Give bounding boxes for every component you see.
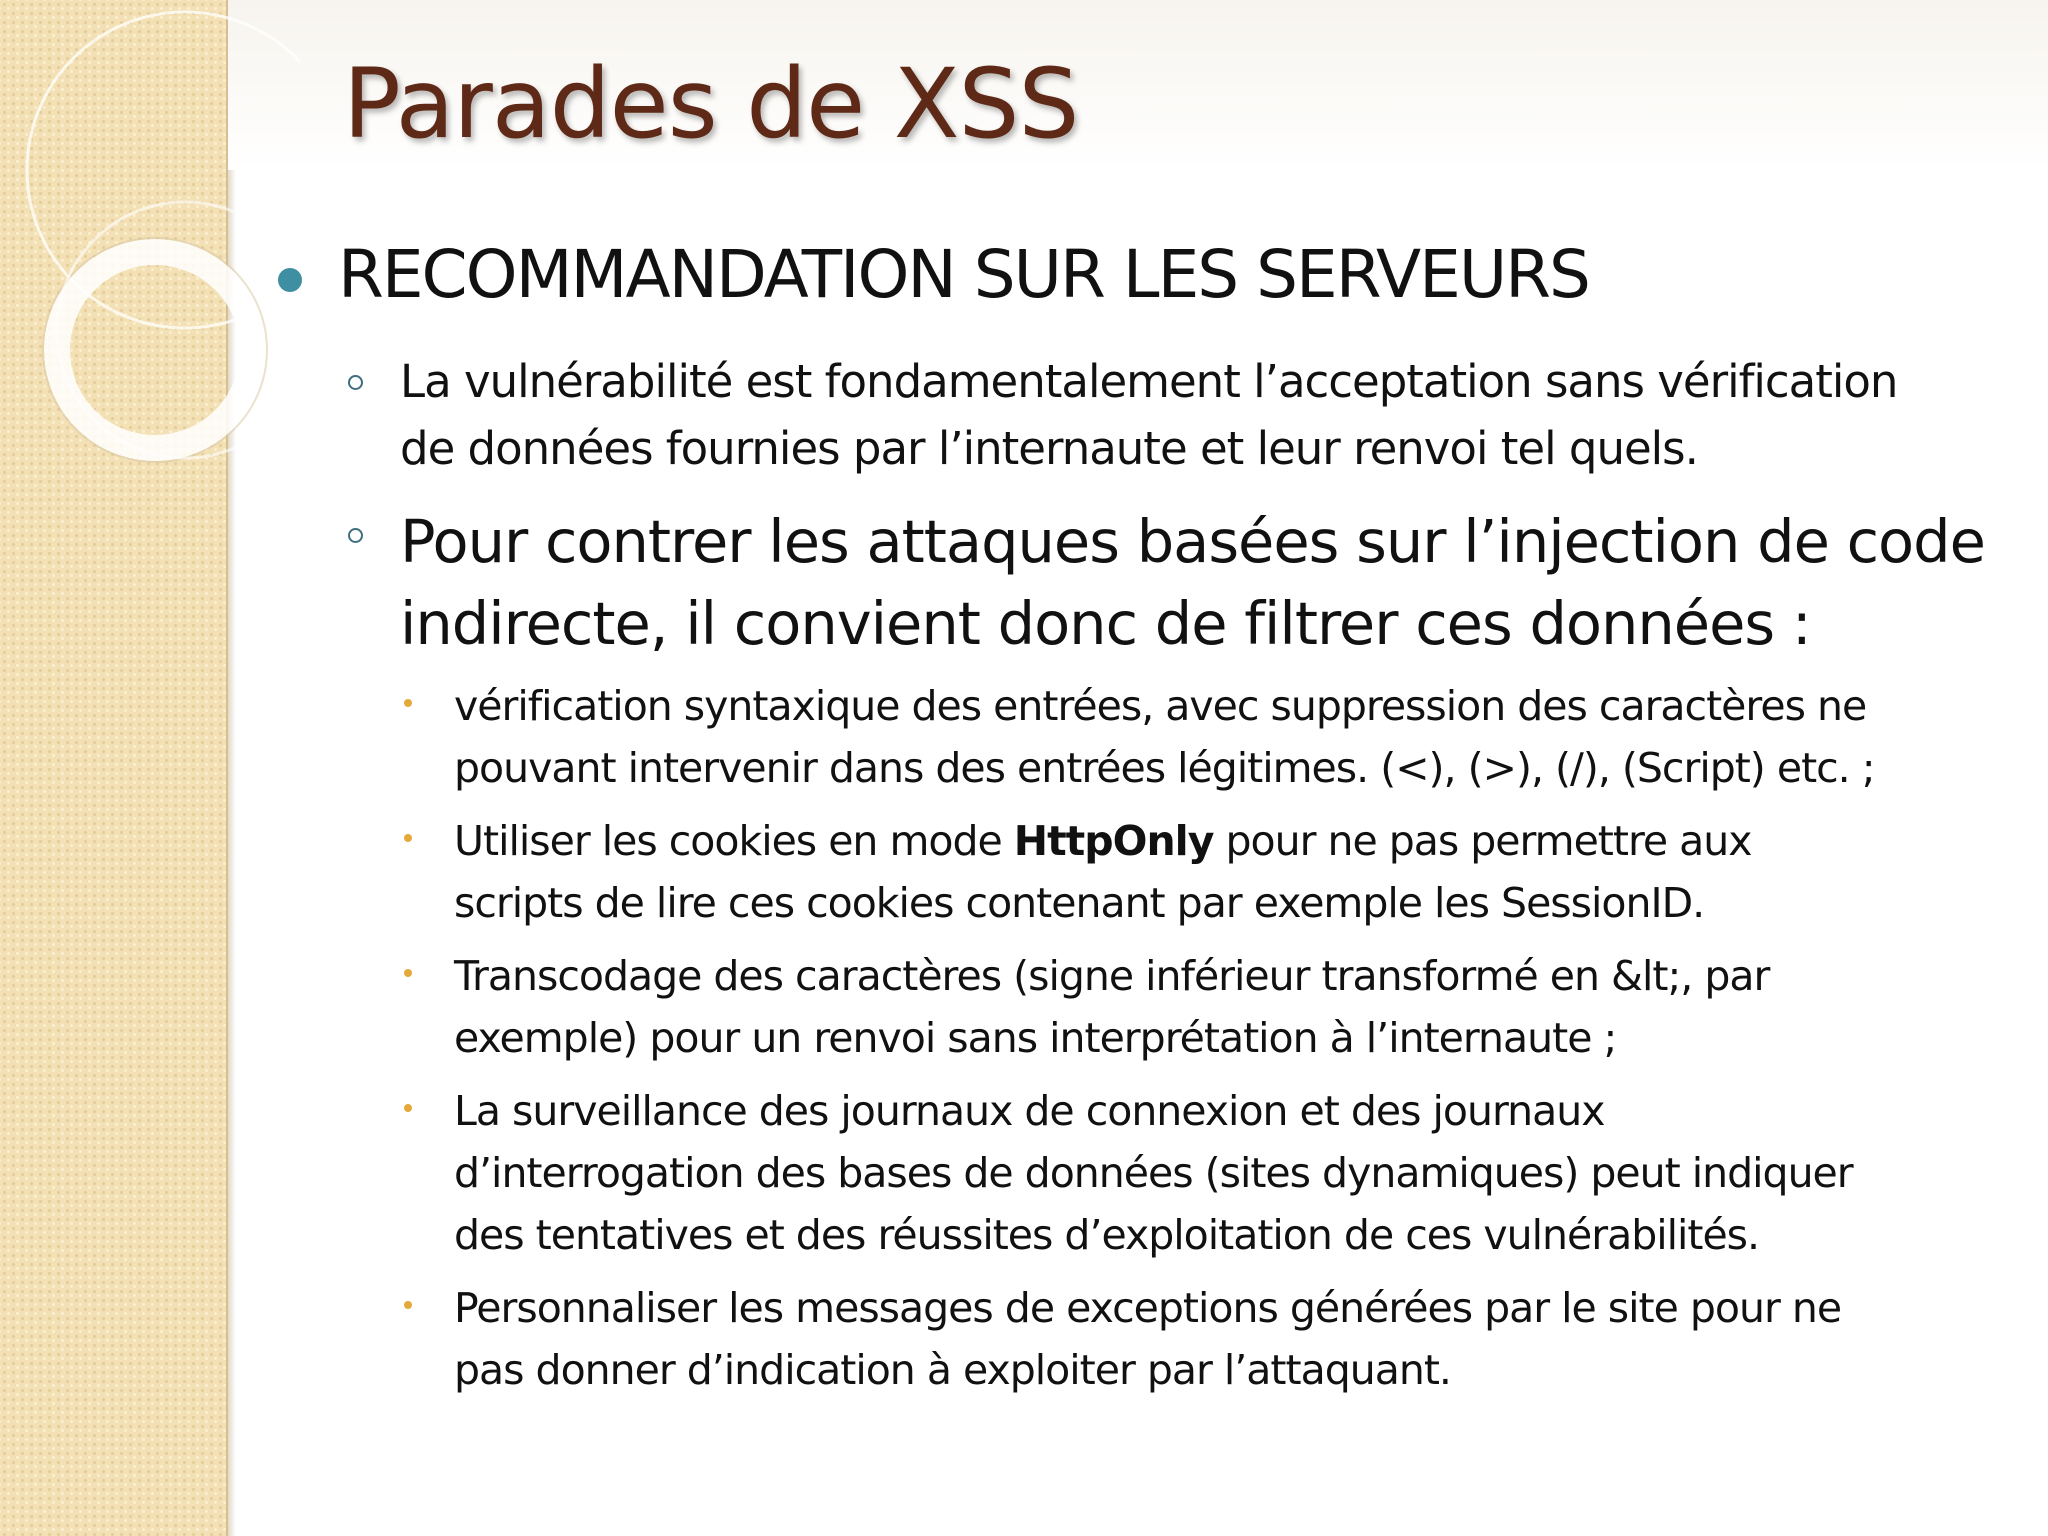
subpoint-line: d’interrogation des bases de données (sites dynamiques) peut indiquer <box>454 1149 1853 1197</box>
subpoint-line: vérification syntaxique des entrées, avec suppression des caractères ne <box>454 682 1867 730</box>
small-dot-bullet-icon <box>404 1301 412 1309</box>
subpoint-text-before: Utiliser les cookies en mode <box>454 817 1014 865</box>
section-heading: RECOMMANDATION SUR LES SERVEURS <box>338 236 1589 313</box>
subpoint-line: scripts de lire ces cookies contenant par exemple les SessionID. <box>454 879 1705 927</box>
subpoint-text <box>454 675 1875 799</box>
point-line: de données fournies par l’internaute et leur renvoi tel quels. <box>400 422 1698 475</box>
subpoint-line <box>454 810 1752 872</box>
subpoint-line: Transcodage des caractères (signe inférieur transformé en &lt;, par <box>454 952 1770 1000</box>
subpoint-text-after: pour ne pas permettre aux <box>1213 817 1752 865</box>
small-dot-bullet-icon <box>404 699 412 707</box>
filled-circle-bullet-icon <box>278 268 302 292</box>
subpoint-line: pas donner d’indication à exploiter par l’attaquant. <box>454 1346 1451 1394</box>
subpoint-line: Personnaliser les messages de exceptions générées par le site pour ne <box>454 1284 1842 1332</box>
small-dot-bullet-icon <box>404 969 412 977</box>
point-text <box>400 348 1897 482</box>
subpoint-line: La surveillance des journaux de connexion et des journaux <box>454 1087 1605 1135</box>
point-line: La vulnérabilité est fondamentalement l’acceptation sans vérification <box>400 355 1898 408</box>
subpoint-line: exemple) pour un renvoi sans interprétation à l’internaute ; <box>454 1014 1617 1062</box>
ring-bullet-icon <box>348 528 363 543</box>
subpoint-line: des tentatives et des réussites d’exploitation de ces vulnérabilités. <box>454 1211 1760 1259</box>
subpoint-text <box>454 810 1752 934</box>
small-dot-bullet-icon <box>404 1104 412 1112</box>
point-line: indirecte, il convient donc de filtrer ces données : <box>400 589 1811 658</box>
subpoint-text <box>454 1080 1853 1266</box>
ring-bullet-icon <box>348 375 363 390</box>
httponly-keyword: HttpOnly <box>1013 817 1214 865</box>
subpoint-text <box>454 1277 1841 1401</box>
subpoint-text <box>454 945 1769 1069</box>
point-text <box>400 501 1985 665</box>
slide-title: Parades de XSS <box>343 48 1079 160</box>
point-line: Pour contrer les attaques basées sur l’injection de code <box>400 507 1985 576</box>
subpoint-line: pouvant intervenir dans des entrées légitimes. (<), (>), (/), (Script) etc. ; <box>454 744 1875 792</box>
small-dot-bullet-icon <box>404 834 412 842</box>
